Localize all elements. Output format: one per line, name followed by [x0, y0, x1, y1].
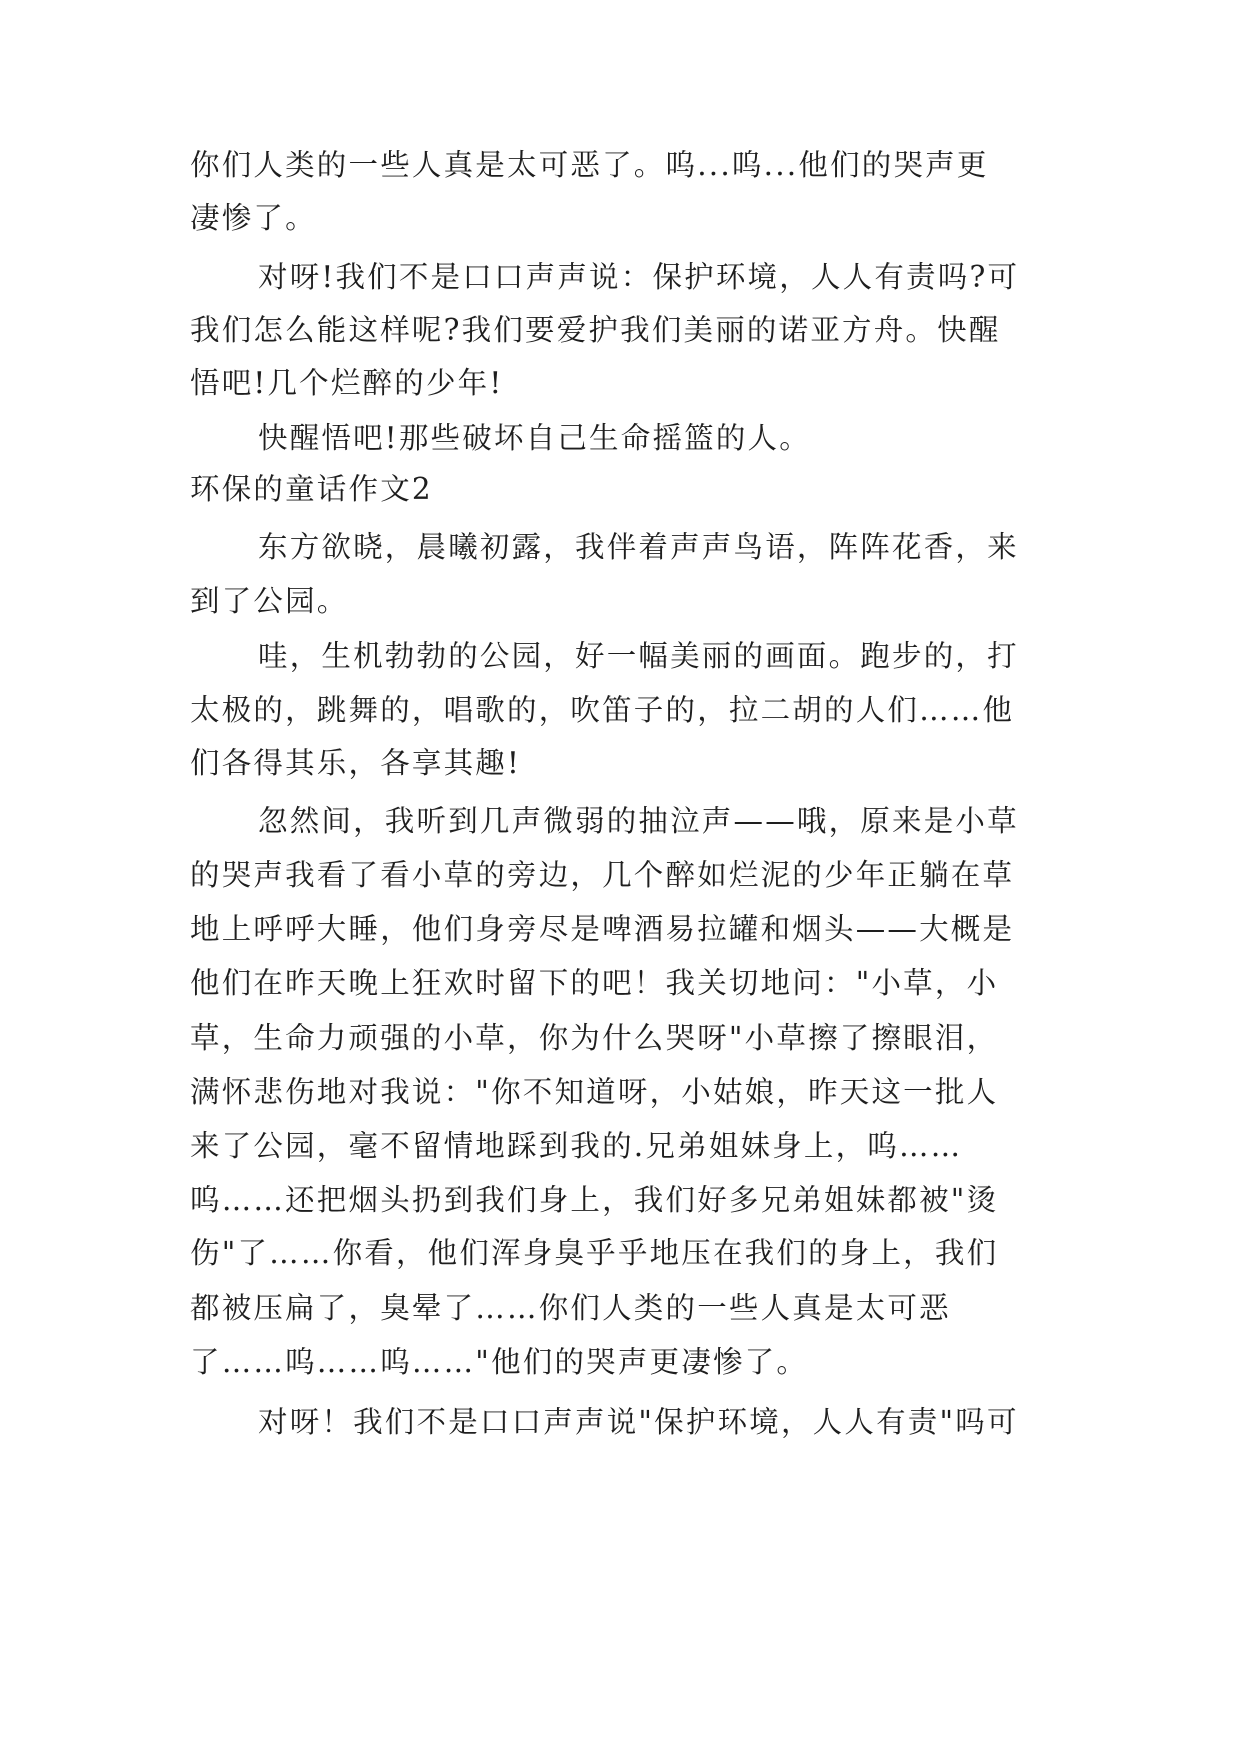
paragraph-line: 快醒悟吧!那些破坏自己生命摇篮的人。: [258, 421, 811, 455]
text-line: 地上呼呼大睡，他们身旁尽是啤酒易拉罐和烟头——大概是: [190, 912, 1015, 946]
text-line: 来了公园，毫不留情地踩到我的.兄弟姐妹身上，呜……: [190, 1129, 963, 1163]
text-line: 我们怎么能这样呢?我们要爱护我们美丽的诺亚方舟。快醒: [190, 313, 1001, 347]
text-line: 草，生命力顽强的小草，你为什么哭呀"小草擦了擦眼泪，: [190, 1021, 999, 1055]
text-line: 悟吧!几个烂醉的少年!: [190, 366, 504, 400]
paragraph-line: 对呀！我们不是口口声声说"保护环境，人人有责"吗可: [258, 1405, 1019, 1439]
text-line: 伤"了……你看，他们浑身臭乎乎地压在我们的身上，我们: [190, 1236, 999, 1270]
paragraph-line: 对呀!我们不是口口声声说：保护环境，人人有责吗?可: [258, 260, 1020, 294]
paragraph-line: 忽然间，我听到几声微弱的抽泣声——哦，原来是小草: [258, 804, 1019, 838]
text-line: 到了公园。: [190, 584, 349, 618]
text-line: 他们在昨天晚上狂欢时留下的吧！我关切地问："小草，小: [190, 966, 999, 1000]
text-line: 的哭声我看了看小草的旁边，几个醉如烂泥的少年正躺在草: [190, 858, 1015, 892]
text-line: 们各得其乐，各享其趣!: [190, 746, 522, 780]
text-line: 太极的，跳舞的，唱歌的，吹笛子的，拉二胡的人们……他: [190, 693, 1015, 727]
section-heading: 环保的童话作文2: [190, 472, 433, 506]
text-line: 呜……还把烟头扔到我们身上，我们好多兄弟姐妹都被"烫: [190, 1183, 999, 1217]
text-line: 都被压扁了，臭晕了……你们人类的一些人真是太可恶: [190, 1291, 951, 1325]
text-line: 满怀悲伤地对我说："你不知道呀，小姑娘，昨天这一批人: [190, 1075, 999, 1109]
text-line: 了……呜……呜……"他们的哭声更凄惨了。: [190, 1345, 809, 1379]
text-line: 你们人类的一些人真是太可恶了。呜...呜...他们的哭声更: [190, 148, 989, 182]
text-line: 凄惨了。: [190, 201, 317, 235]
paragraph-line: 哇，生机勃勃的公园，好一幅美丽的画面。跑步的，打: [258, 639, 1019, 673]
paragraph-line: 东方欲晓，晨曦初露，我伴着声声鸟语，阵阵花香，来: [258, 530, 1019, 564]
